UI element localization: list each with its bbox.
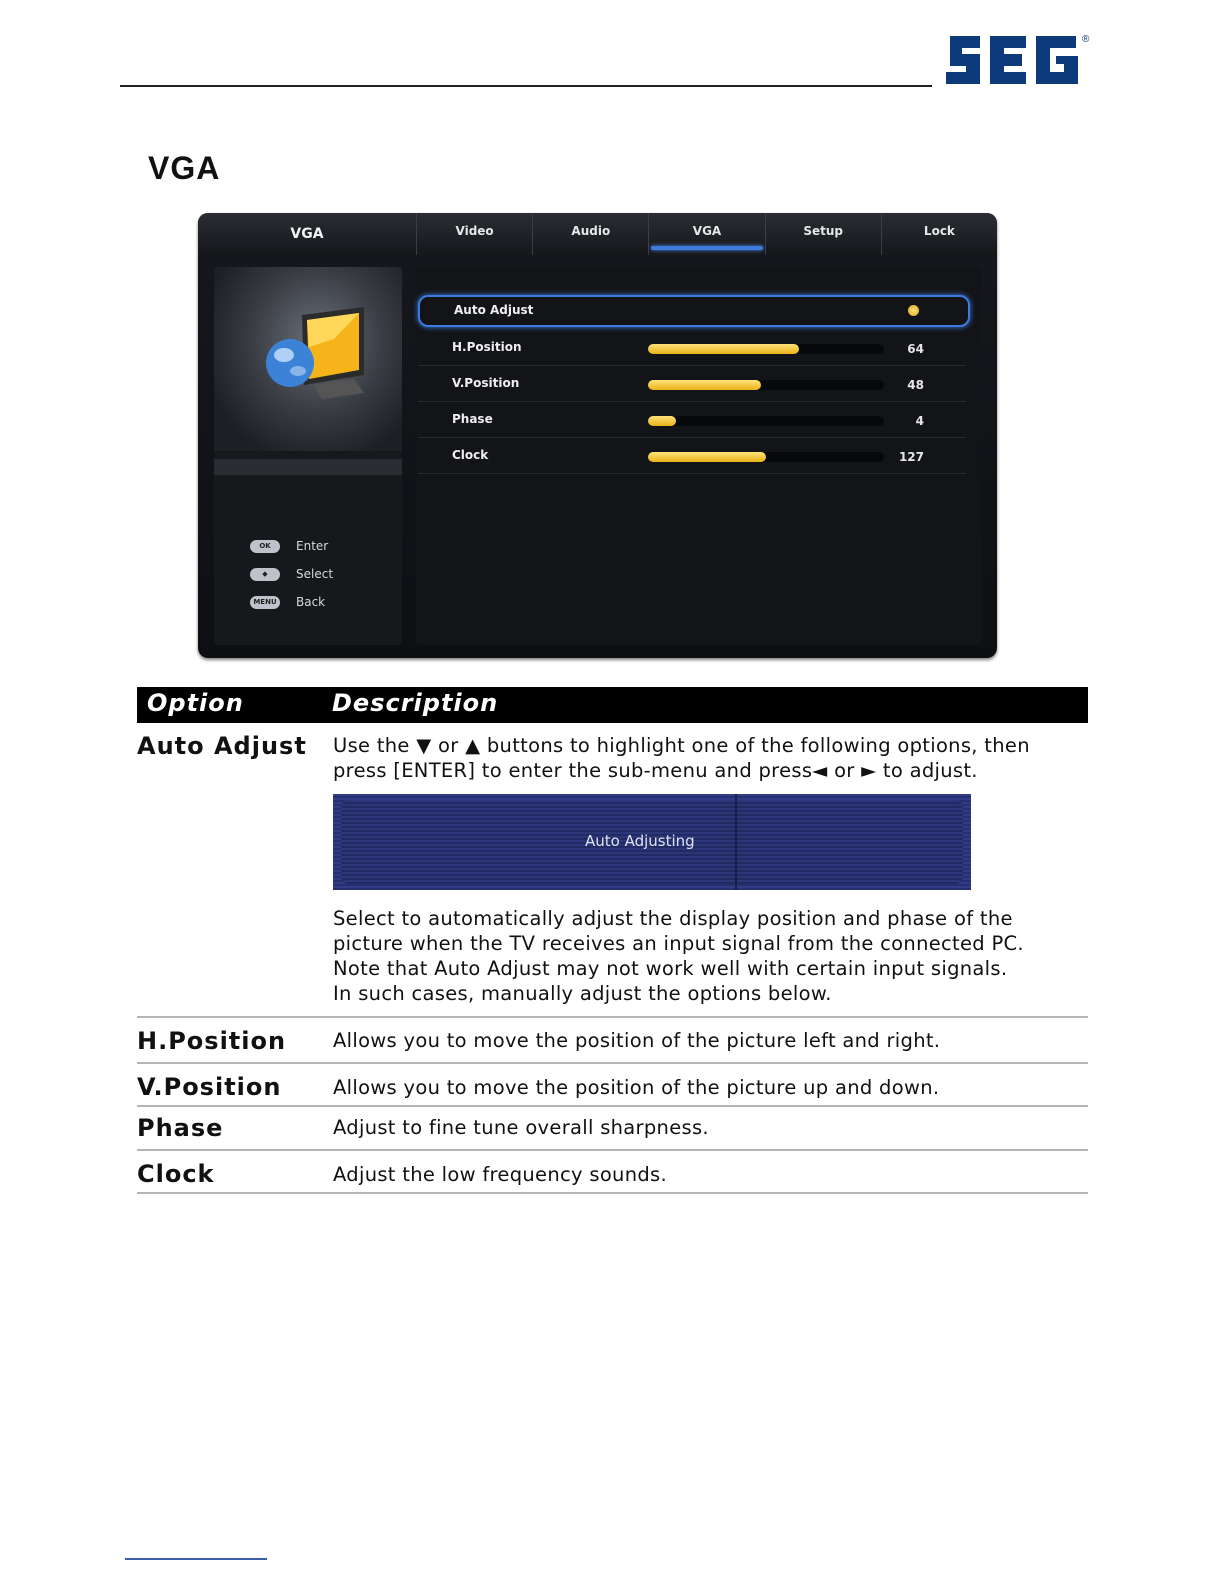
tab-lock[interactable]: Lock	[881, 213, 997, 255]
option-clock: Clock	[137, 1160, 215, 1188]
row-divider	[137, 1105, 1088, 1107]
tv-tabs	[416, 213, 997, 255]
table-header	[137, 687, 1088, 723]
popup-divider	[735, 794, 737, 890]
slider-fill	[648, 380, 761, 390]
menu-key-icon: MENU	[250, 596, 280, 609]
description-line: Select to automatically adjust the display position and phase of the	[333, 907, 1013, 930]
tab-audio[interactable]: Audio	[532, 213, 648, 255]
row-divider	[137, 1016, 1088, 1018]
header-description: Description	[332, 689, 499, 717]
slider-track[interactable]	[648, 380, 884, 390]
slider-value: 48	[907, 378, 924, 392]
help-select	[250, 567, 333, 581]
help-enter	[250, 539, 328, 553]
description-line: picture when the TV receives an input signal from the connected PC.	[333, 932, 1024, 955]
slider-track[interactable]	[648, 416, 884, 426]
help-back	[250, 595, 325, 609]
slider-value: 64	[907, 342, 924, 356]
tv-left-panel	[214, 267, 402, 645]
description-line: In such cases, manually adjust the options below.	[333, 982, 832, 1005]
option-h-position: H.Position	[137, 1027, 287, 1055]
ok-key-icon: OK	[250, 540, 280, 553]
menu-item-v-position[interactable]	[418, 367, 966, 402]
slider-track[interactable]	[648, 344, 884, 354]
page-title: VGA	[148, 150, 221, 186]
menu-item-label: Phase	[452, 412, 493, 426]
slider-value: 4	[915, 414, 924, 428]
description-clock: Adjust the low frequency sounds.	[333, 1163, 667, 1186]
option-v-position: V.Position	[137, 1073, 282, 1101]
row-divider	[137, 1192, 1088, 1194]
description-line: press [ENTER] to enter the sub-menu and press◄ or ► to adjust.	[333, 759, 978, 782]
tv-current-menu: VGA	[290, 226, 324, 242]
header-option: Option	[147, 689, 244, 717]
description-h-position: Allows you to move the position of the picture left and right.	[333, 1029, 941, 1052]
slider-fill	[648, 452, 766, 462]
slider-value: 127	[898, 450, 924, 464]
slider-fill	[648, 344, 799, 354]
description-auto-adjust-detail	[333, 906, 1093, 1006]
slider-track[interactable]	[648, 452, 884, 462]
monitor-globe-icon	[214, 267, 402, 451]
help-label: Select	[296, 567, 334, 581]
popup-text: Auto Adjusting	[585, 832, 695, 850]
left-panel-strip	[214, 459, 402, 475]
tab-vga[interactable]: VGA	[648, 213, 764, 255]
seg-logo	[942, 28, 1097, 94]
row-divider	[137, 1149, 1088, 1151]
menu-item-auto-adjust[interactable]	[418, 295, 970, 327]
auto-adjusting-popup	[333, 794, 971, 890]
menu-item-h-position[interactable]	[418, 331, 966, 366]
tv-menu-screenshot	[198, 213, 997, 658]
description-line: Use the ▼ or ▲ buttons to highlight one of the following options, then	[333, 734, 1030, 757]
tab-video[interactable]: Video	[416, 213, 532, 255]
tv-topbar	[198, 213, 997, 255]
help-label: Back	[296, 595, 326, 609]
dpad-key-icon: ◆	[250, 568, 280, 581]
description-phase: Adjust to fine tune overall sharpness.	[333, 1116, 709, 1139]
slider-fill	[648, 416, 676, 426]
menu-item-label: V.Position	[452, 376, 520, 390]
menu-item-label: Auto Adjust	[454, 303, 534, 317]
option-auto-adjust: Auto Adjust	[137, 732, 307, 760]
footer-rule	[125, 1558, 267, 1560]
header-rule	[120, 85, 932, 87]
tab-setup[interactable]: Setup	[765, 213, 881, 255]
help-label: Enter	[296, 539, 329, 553]
tv-settings-list	[416, 267, 982, 645]
svg-text:®: ®	[1082, 34, 1090, 45]
menu-item-clock[interactable]	[418, 439, 966, 474]
description-line: Note that Auto Adjust may not work well with certain input signals.	[333, 957, 1008, 980]
menu-item-phase[interactable]	[418, 403, 966, 438]
menu-item-label: Clock	[452, 448, 489, 462]
description-auto-adjust-intro	[333, 733, 1093, 783]
row-divider	[137, 1062, 1088, 1064]
enter-indicator-icon	[908, 305, 919, 316]
description-v-position: Allows you to move the position of the picture up and down.	[333, 1076, 940, 1099]
option-phase: Phase	[137, 1114, 224, 1142]
menu-item-label: H.Position	[452, 340, 522, 354]
